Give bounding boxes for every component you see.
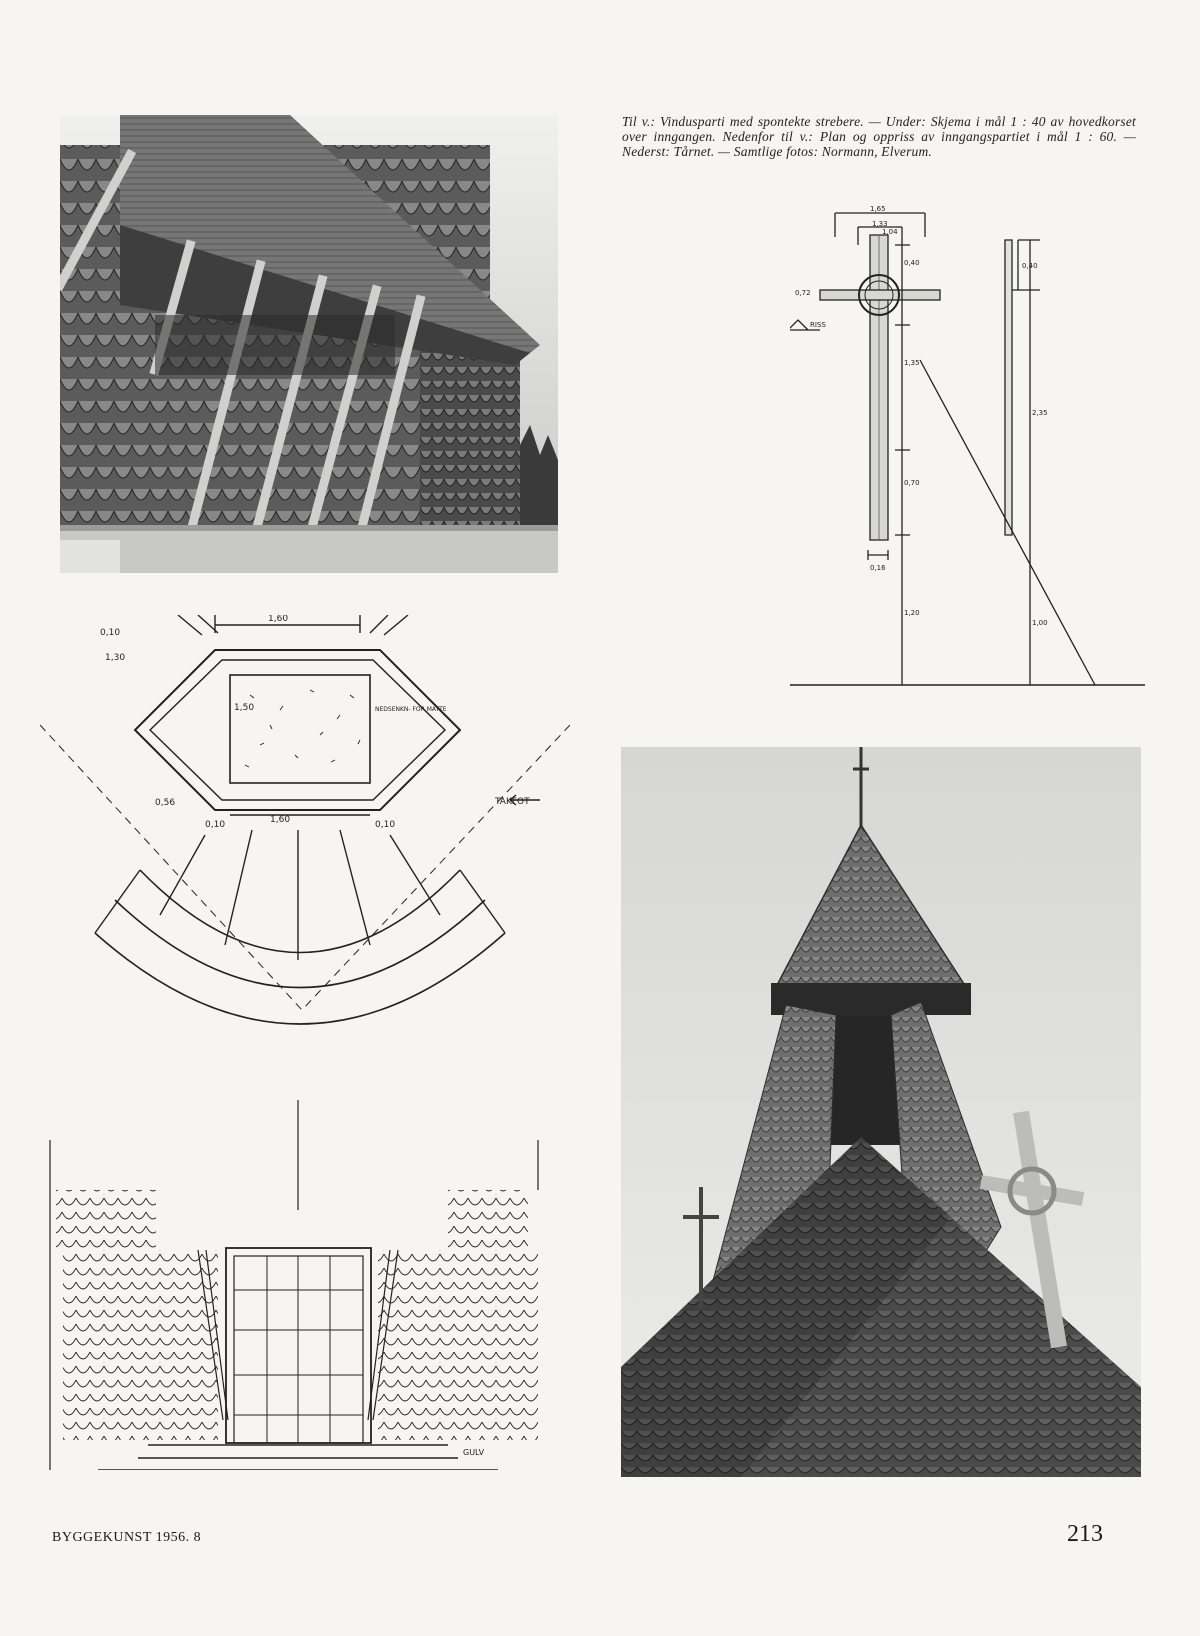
entrance-elevation-drawing xyxy=(48,1100,548,1470)
page-number: 213 xyxy=(1067,1521,1103,1547)
dim-label: 1,04 xyxy=(882,228,898,236)
dim-label: 0,72 xyxy=(795,289,811,297)
dim-label: 0,10 xyxy=(375,820,396,830)
mat-label: NEDSENKN- FOR MATTE xyxy=(375,706,447,713)
figure-caption: Til v.: Vindusparti med spontekte strebere. — Under: Skjema i mål 1 : 40 av hovedkorset over inngangen. Nedenfor til v.: Plan og oppriss av inngangspartiet i mål 1 : 60. — Nederst: Tårnet. — Samtlige fotos: Normann, Elverum. xyxy=(622,114,1136,159)
dim-label: 0,40 xyxy=(904,259,920,267)
dim-label: 1,65 xyxy=(870,205,886,213)
dim-label: 1,35 xyxy=(904,359,920,367)
dim-label: 1,50 xyxy=(234,703,255,713)
dim-label: 1,20 xyxy=(904,609,920,617)
dim-label: 1,33 xyxy=(872,220,888,228)
dim-label: 0,40 xyxy=(1022,262,1038,270)
photo-tower xyxy=(621,747,1141,1477)
dim-label: RISS xyxy=(810,321,826,329)
dim-label: 0,16 xyxy=(870,564,886,572)
photo-window-section xyxy=(60,115,558,573)
cross-schematic-drawing xyxy=(790,205,1145,715)
dim-label: 2,35 xyxy=(1032,409,1048,417)
journal-footer: BYGGEKUNST 1956. 8 xyxy=(52,1530,202,1545)
dim-label: 1,60 xyxy=(270,815,291,825)
floor-label: GULV xyxy=(463,1448,485,1457)
entrance-plan-drawing xyxy=(40,615,570,1055)
dim-label: 0,56 xyxy=(155,798,176,808)
dim-label: 1,00 xyxy=(1032,619,1048,627)
eave-label: TAKFOT xyxy=(495,797,530,807)
dim-label: 0,70 xyxy=(904,479,920,487)
dim-label: 0,10 xyxy=(205,820,226,830)
dim-label: 1,30 xyxy=(105,653,126,663)
dim-label: 0,10 xyxy=(100,628,121,638)
dim-label: 1,60 xyxy=(268,615,289,624)
